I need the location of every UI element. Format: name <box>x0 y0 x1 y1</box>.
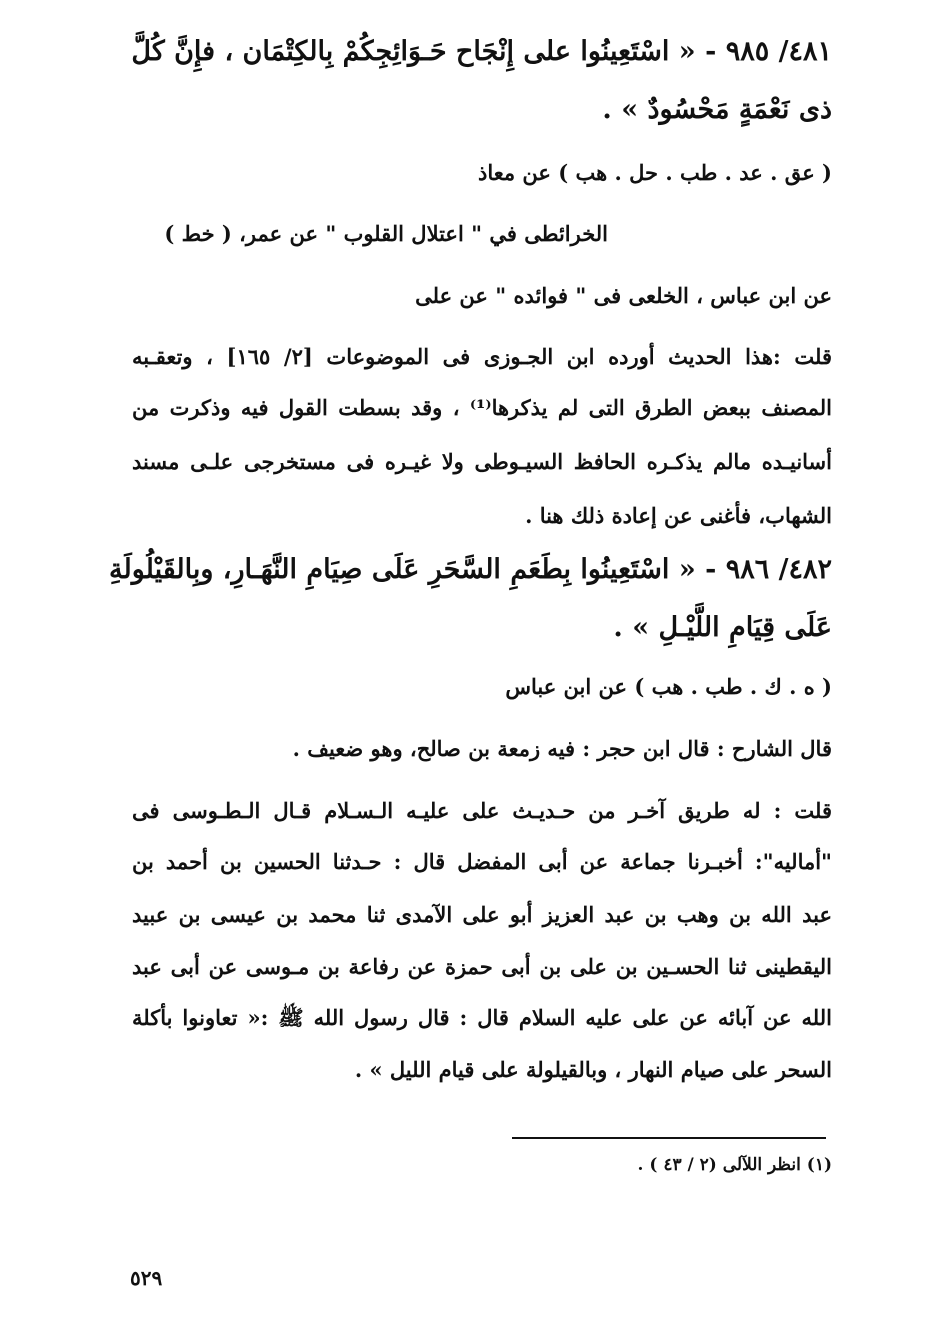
comment-481-line-2: المصنف ببعض الطرق التى لم يذكرها⁽¹⁾ ، وقد بسطت القول فيه وذكرت من <box>132 395 832 420</box>
comment-482-line-2: "أماليه": أخبـرنا جماعة عن أبى المفضل قال : حـدثنا الحسين بن أحمد بن <box>132 849 832 874</box>
sources-481-line-1: ( عق . عد . طب . حل . هب ) عن معاذ <box>477 160 832 185</box>
comment-481-line-4: الشهاب، فأغنى عن إعادة ذلك هنا . <box>525 503 832 528</box>
sources-481-line-2: الخرائطى في " اعتلال القلوب " عن عمر، ( خط ) <box>164 221 608 246</box>
hadith-482-line-2: عَلَى قِيَامِ اللَّيْـلِ » . <box>613 612 832 643</box>
hadith-482-line-1: ٤٨٢/ ٩٨٦ - « اسْتَعِينُوا بِطَعَمِ السَّحَرِ عَلَى صِيَامِ النَّهَـارِ، وبِالقَيْلُولَةِ <box>109 554 832 585</box>
comment-482-line-6: السحر على صيام النهار ، وبالقيلولة على قيام الليل » . <box>354 1057 832 1082</box>
sources-481-line-3: عن ابن عباس ، الخلعى فى " فوائده " عن على <box>415 283 832 308</box>
footnote-1: (١) انظر اللآلى (٢ / ٤٣ ) . <box>637 1155 832 1175</box>
comment-482-line-1: قلت : له طريق آخـر من حـديـث على عليـه الـسـلام قـال الـطـوسى فى <box>132 798 832 823</box>
hadith-481-line-1: ٤٨١/ ٩٨٥ - « اسْتَعِينُوا على إِنْجَاح حَـوَائِجِكُمْ بِالكِتْمَان ، فإِنَّ كُلَّ <box>131 36 832 67</box>
comment-481-line-1: قلت :هذا الحديث أورده ابن الجـوزى فى الموضوعات [٢/ ١٦٥] ، وتعقـبه <box>132 344 832 369</box>
sharih-482-line-1: قال الشارح : قال ابن حجر : فيه زمعة بن صالح، وهو ضعيف . <box>292 736 832 761</box>
comment-482-line-3: عبد الله بن وهب بن عبد العزيز أبو على الآمدى ثنا محمد بن عيسى بن عبيد <box>132 902 832 927</box>
comment-482-line-4: اليقطينى ثنا الحسـين بن على بن أبى حمزة عن رفاعة بن مـوسى عن أبى عبد <box>132 954 832 979</box>
sources-482-line-1: ( ه . ك . طب . هب ) عن ابن عباس <box>505 674 832 699</box>
page-number: ٥٢٩ <box>130 1266 163 1290</box>
hadith-481-line-2: ذى نَعْمَةٍ مَحْسُودٌ » . <box>602 94 832 125</box>
comment-482-line-5: الله عن آبائه عن على عليه السلام قال : قال رسول الله ﷺ :« تعاونوا بأكلة <box>132 1005 832 1030</box>
footnote-separator <box>512 1137 826 1139</box>
comment-481-line-3: أسانيـده مالم يذكـره الحافظ السيـوطى ولا غيـره فى مستخرجى علـى مسند <box>132 449 832 474</box>
